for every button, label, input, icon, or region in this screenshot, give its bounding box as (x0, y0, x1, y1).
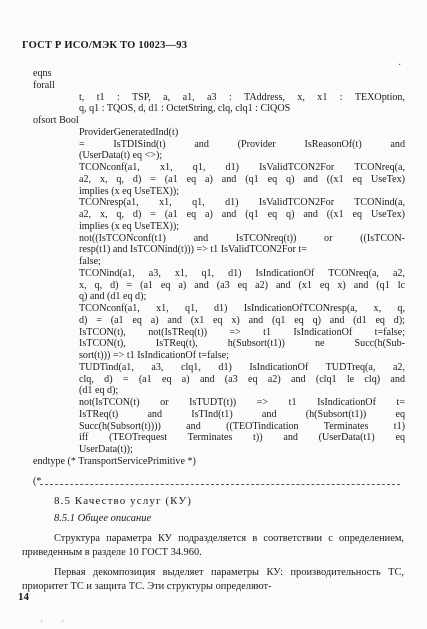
section-heading: 8.5 Качество услуг (КУ) (54, 495, 193, 507)
paragraph-2: Первая декомпозиция выделяет параметры КУ: производительность ТС, приоритет ТС и защита ТС. Эти структуры определяют- (22, 567, 404, 592)
paragraph-1: Структура параметра КУ подразделяется в соответствии с определением, приведенным в разделе 10 ГОСТ 34.960. (22, 533, 404, 558)
code-line: sort(t))) => t1 IsIndicationOf t=false; (79, 350, 229, 361)
code-line: TCONconf(a1, x1, q1, d1) IsValidTCON2For TCONreq(a, (79, 162, 405, 173)
code-line: iff (TEOTrequest Terminates t)) and (UserData(t1) eq (79, 432, 405, 444)
code-line: a2, x, q, d) = (a1 eq a) and (q1 eq q) and ((x1 eq UseTex) (79, 173, 405, 185)
code-line: (d1 eq d); (79, 385, 119, 397)
lotos-code-block (33, 68, 405, 468)
code-line: d) = (a1 eq a) and (x1 eq x) and (q1 eq q) and (d1 eq d); (79, 314, 405, 326)
code-line: Succ(h(Subsort(t)))) and ((TEOTindication Terminates t1) (79, 420, 405, 432)
comment-rule-start: (* (33, 476, 42, 487)
code-line: clq, d) = (a1 eq a) and (a3 eq a2) and (clq1 le clq) and (79, 373, 405, 385)
code-line: IsTReq(t) and IsTInd(t1) and (h(Subsort(t1)) eq (79, 408, 405, 420)
code-line: TCONconf(a1, x1, q1, d1) IsIndicationOfTCONresp(a, x, q, (79, 303, 405, 314)
subsection-heading: 8.5.1 Общее описание (54, 513, 152, 524)
code-line: t, t1 : TSP, a, a1, a3 : TAddress, x, x1 : TEXOption, (79, 91, 405, 103)
code-line: not((IsTCONconf(t1) and IsTCONreq(t)) or ((IsTCON- (79, 232, 405, 244)
code-line: TCONresp(a1, x1, q1, d1) IsValidTCON2For TCONind(a, (79, 197, 405, 209)
code-line: false; (79, 256, 101, 267)
code-line: ProviderGeneratedInd(t) (79, 126, 179, 138)
code-line: implies (x eq UseTEX)); (79, 220, 180, 232)
footer-marks: · · (40, 616, 73, 626)
code-line: forall (33, 79, 55, 91)
code-line: x, q, d) = (a1 eq a) and (a3 eq a2) and (x1 eq x) and (q1 lc (79, 279, 405, 291)
code-line: = IsTDISind(t) and (Provider IsReasonOf(t) and (79, 138, 405, 150)
code-line: ofsort Bool (33, 115, 79, 126)
code-line: IsTCON(t), IsTReq(t), h(Subsort(t1)) ne Succ(h(Sub- (79, 338, 405, 350)
code-line: endtype (* TransportServicePrimitive *) (33, 455, 196, 467)
code-line: IsTCON(t), not(IsTReq(t)) => t1 IsIndicationOf t=false; (79, 326, 405, 338)
code-line: implies (x eq UseTEX)); (79, 185, 180, 197)
page-number: 14 (18, 591, 29, 603)
code-line: q) and (d1 eq d); (79, 291, 147, 303)
code-line: resp(t1) and IsTCONind(t))) => t1 IsValidTCON2For t= (79, 244, 307, 256)
code-line: eqns (33, 68, 52, 79)
code-line: TUDTind(a1, a3, clq1, d1) IsIndicationOf TUDTreq(a, a2, (79, 361, 405, 373)
comment-rule-line (40, 484, 400, 485)
running-header: ГОСТ Р ИСО/МЭК ТО 10023—93 (22, 40, 188, 51)
code-line: (UserData(t) eq <>); (79, 150, 163, 162)
code-line: not(IsTCON(t) or IsTUDT(t)) => t1 IsIndicationOf t= (79, 397, 405, 408)
stray-mark: · (398, 60, 402, 71)
code-line: UserData(t)); (79, 444, 133, 455)
code-line: TCONind(a1, a3, x1, q1, d1) IsIndicationOf TCONreq(a, a2, (79, 267, 405, 279)
code-line: a2, x, q, d) = (a1 eq a) and (q1 eq q) and ((x1 eq UseTex) (79, 209, 405, 220)
code-line: q, q1 : TQOS, d, d1 : OctetString, clq, clq1 : ClQOS (79, 103, 291, 115)
